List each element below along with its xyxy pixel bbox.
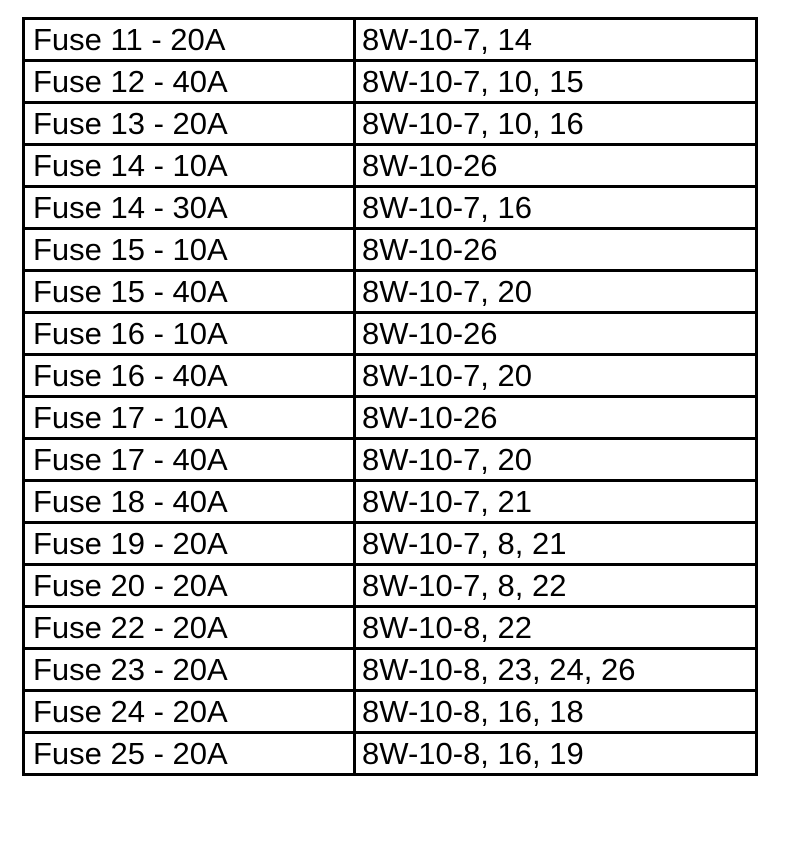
table-row	[24, 397, 757, 439]
fuse-cell: Fuse 23 - 20A	[24, 649, 355, 691]
reference-cell: 8W-10-7, 8, 22	[355, 565, 757, 607]
reference-cell: 8W-10-26	[355, 229, 757, 271]
fuse-cell: Fuse 16 - 40A	[24, 355, 355, 397]
reference-cell: 8W-10-7, 16	[355, 187, 757, 229]
table-row	[24, 649, 757, 691]
table-row	[24, 607, 757, 649]
fuse-cell: Fuse 25 - 20A	[24, 733, 355, 775]
reference-cell: 8W-10-7, 20	[355, 355, 757, 397]
table-row	[24, 355, 757, 397]
reference-cell: 8W-10-7, 14	[355, 19, 757, 61]
fuse-reference-table	[22, 17, 758, 776]
reference-cell: 8W-10-8, 22	[355, 607, 757, 649]
reference-cell: 8W-10-7, 20	[355, 271, 757, 313]
table-row	[24, 691, 757, 733]
table-row	[24, 187, 757, 229]
reference-cell: 8W-10-8, 16, 18	[355, 691, 757, 733]
reference-cell: 8W-10-7, 10, 16	[355, 103, 757, 145]
table-row	[24, 145, 757, 187]
fuse-cell: Fuse 18 - 40A	[24, 481, 355, 523]
fuse-cell: Fuse 14 - 10A	[24, 145, 355, 187]
fuse-cell: Fuse 22 - 20A	[24, 607, 355, 649]
reference-cell: 8W-10-8, 16, 19	[355, 733, 757, 775]
table-row	[24, 61, 757, 103]
table-row	[24, 229, 757, 271]
fuse-cell: Fuse 12 - 40A	[24, 61, 355, 103]
fuse-cell: Fuse 15 - 40A	[24, 271, 355, 313]
table-row	[24, 733, 757, 775]
reference-cell: 8W-10-26	[355, 145, 757, 187]
fuse-cell: Fuse 20 - 20A	[24, 565, 355, 607]
reference-cell: 8W-10-26	[355, 397, 757, 439]
fuse-cell: Fuse 24 - 20A	[24, 691, 355, 733]
table-row	[24, 439, 757, 481]
table-row	[24, 103, 757, 145]
fuse-cell: Fuse 13 - 20A	[24, 103, 355, 145]
table-row	[24, 313, 757, 355]
table-row	[24, 481, 757, 523]
fuse-cell: Fuse 15 - 10A	[24, 229, 355, 271]
reference-cell: 8W-10-8, 23, 24, 26	[355, 649, 757, 691]
table-row	[24, 565, 757, 607]
fuse-cell: Fuse 14 - 30A	[24, 187, 355, 229]
table-row	[24, 19, 757, 61]
reference-cell: 8W-10-26	[355, 313, 757, 355]
fuse-cell: Fuse 19 - 20A	[24, 523, 355, 565]
table-row	[24, 523, 757, 565]
reference-cell: 8W-10-7, 20	[355, 439, 757, 481]
table-row	[24, 271, 757, 313]
fuse-cell: Fuse 11 - 20A	[24, 19, 355, 61]
fuse-cell: Fuse 17 - 40A	[24, 439, 355, 481]
fuse-cell: Fuse 16 - 10A	[24, 313, 355, 355]
fuse-cell: Fuse 17 - 10A	[24, 397, 355, 439]
reference-cell: 8W-10-7, 8, 21	[355, 523, 757, 565]
reference-cell: 8W-10-7, 10, 15	[355, 61, 757, 103]
reference-cell: 8W-10-7, 21	[355, 481, 757, 523]
